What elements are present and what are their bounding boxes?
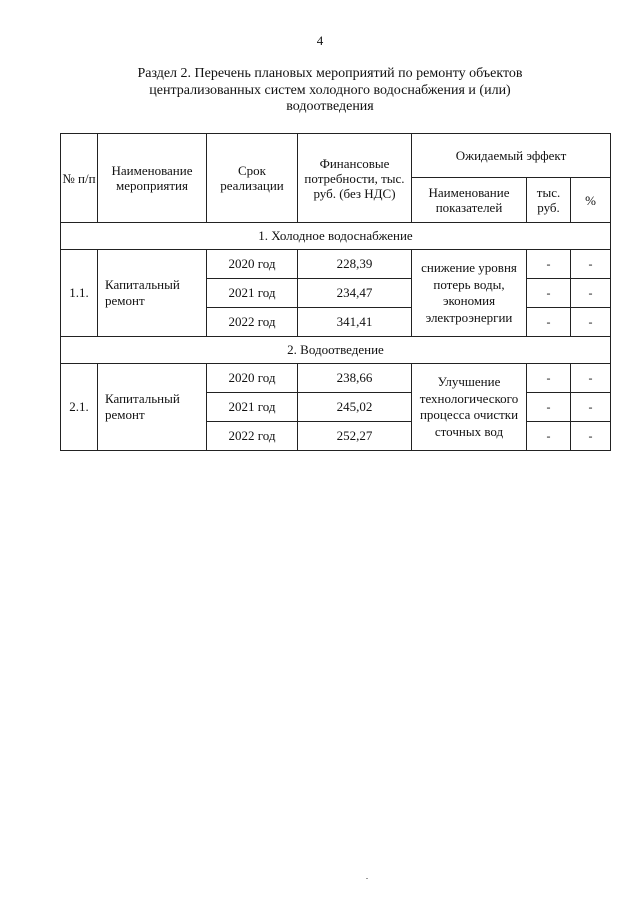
header-finance: Финансовые потребности, тыс. руб. (без НДС) [298,134,412,223]
header-name: Наименование мероприятия [98,134,207,223]
table-row [61,250,611,279]
row-year: 2022 год [207,308,298,337]
row-year: 2021 год [207,279,298,308]
section-row [61,337,611,364]
row-year: 2022 год [207,422,298,451]
row-value: 238,66 [298,364,412,393]
section-title-water-supply: 1. Холодное водоснабжение [61,223,611,250]
header-row-1 [61,134,611,178]
row-effect: Улучшение технологического процесса очистки сточных вод [412,364,527,451]
row-value: 228,39 [298,250,412,279]
row-year: 2020 год [207,250,298,279]
row-name: Капитальный ремонт [98,364,207,451]
page-number: 4 [316,33,324,48]
section-title-wastewater: 2. Водоотведение [61,337,611,364]
row-thousand-rub: - [527,250,571,279]
row-percent: - [571,364,611,393]
header-term: Срок реализации [207,134,298,223]
row-name: Капитальный ремонт [98,250,207,337]
row-thousand-rub: - [527,279,571,308]
scan-speck [366,878,368,879]
section-title [70,66,590,116]
row-year: 2021 год [207,393,298,422]
header-percent: % [571,178,611,223]
row-percent: - [571,422,611,451]
plan-table [60,133,611,451]
row-thousand-rub: - [527,422,571,451]
row-value: 245,02 [298,393,412,422]
row-percent: - [571,250,611,279]
row-thousand-rub: - [527,308,571,337]
header-indicator: Наименование показателей [412,178,527,223]
row-percent: - [571,308,611,337]
row-effect: снижение уровня потерь воды, экономия электроэнергии [412,250,527,337]
row-thousand-rub: - [527,364,571,393]
row-num: 1.1. [61,250,98,337]
row-value: 252,27 [298,422,412,451]
row-percent: - [571,393,611,422]
title-line-3: водоотведения [286,99,374,114]
section-row [61,223,611,250]
row-thousand-rub: - [527,393,571,422]
row-value: 341,41 [298,308,412,337]
header-thousand-rub: тыс. руб. [527,178,571,223]
header-effect: Ожидаемый эффект [412,134,611,178]
title-line-2: централизованных систем холодного водоснабжения и (или) [149,82,511,98]
row-percent: - [571,279,611,308]
table-row [61,364,611,393]
row-value: 234,47 [298,279,412,308]
header-num: № п/п [61,134,98,223]
row-year: 2020 год [207,364,298,393]
row-num: 2.1. [61,364,98,451]
title-line-1: Раздел 2. Перечень плановых мероприятий по ремонту объектов [137,66,523,81]
